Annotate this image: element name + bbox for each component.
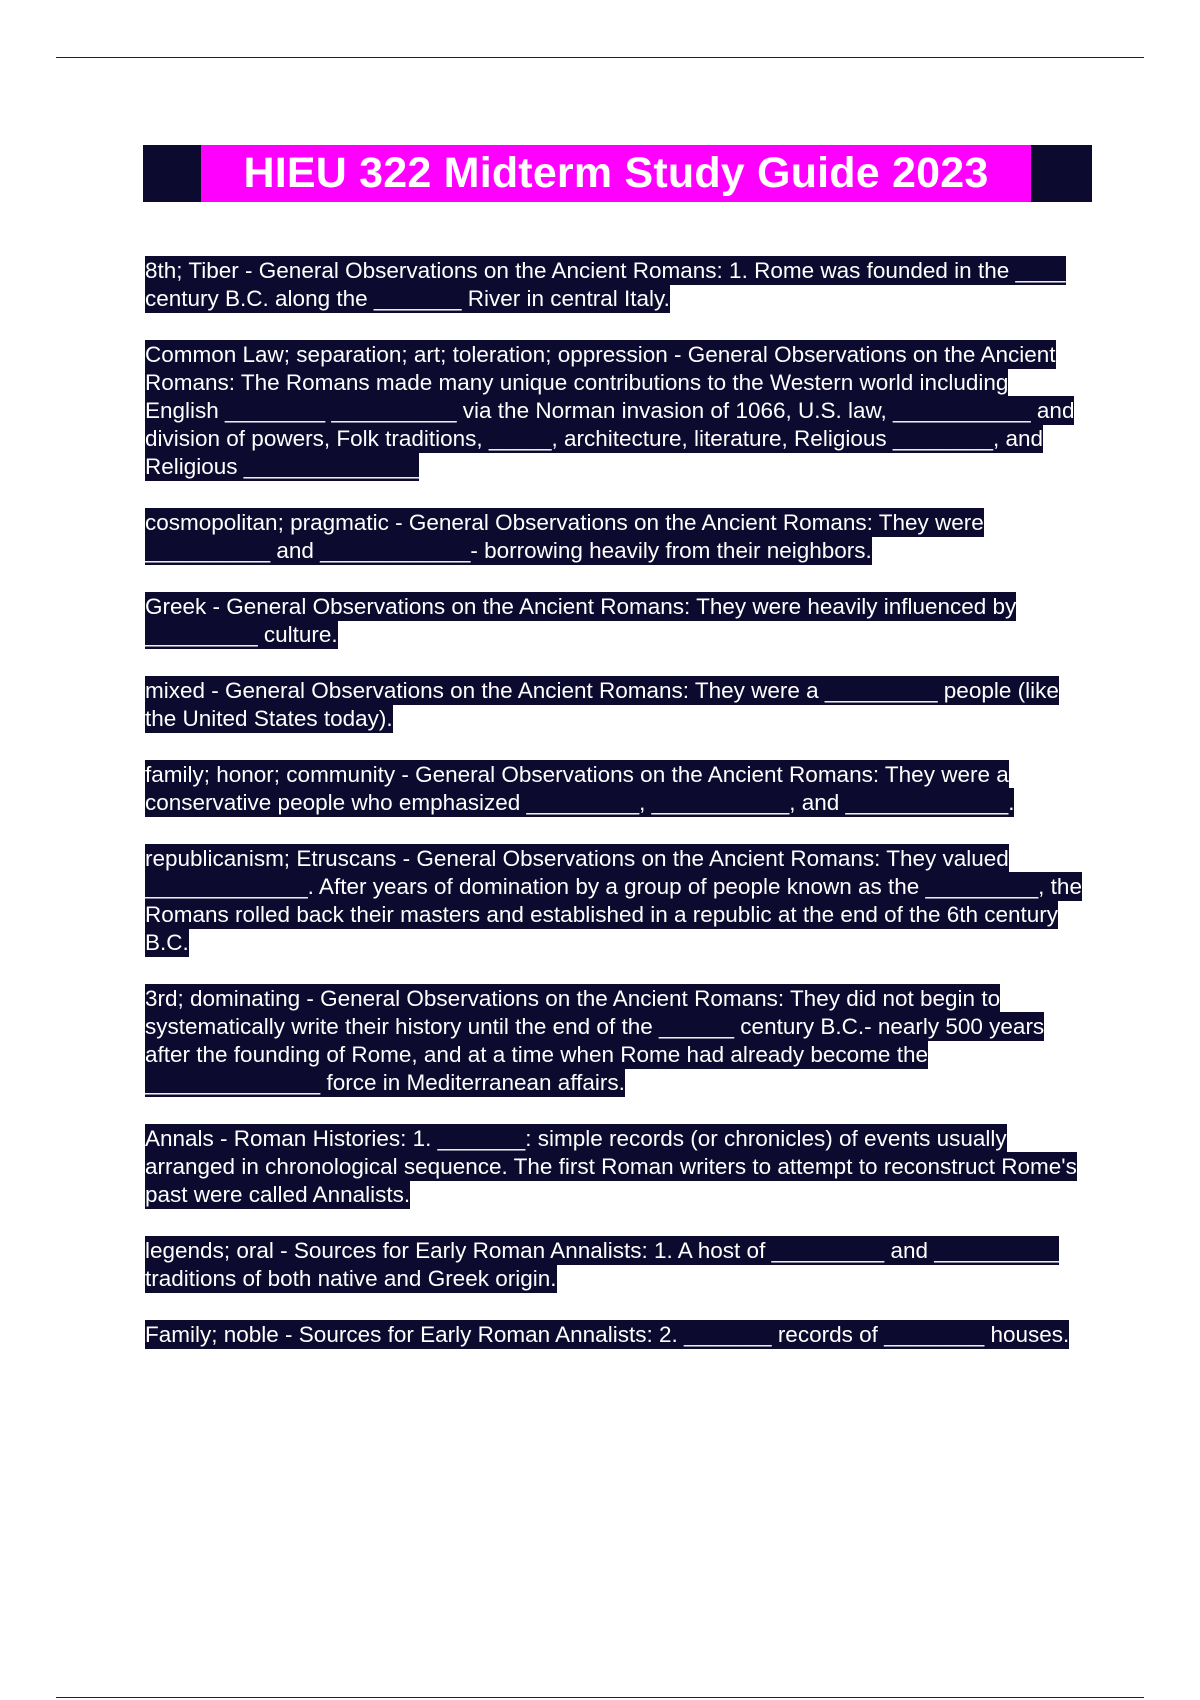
flashcard-text: republicanism; Etruscans - General Observations on the Ancient Romans: They valued _____________. After years of domination by a group of people known as the _________, the Romans rolled back their masters and established in a republic at the end of the 6th century B.C. [145, 846, 1082, 955]
flashcard-text: cosmopolitan; pragmatic - General Observations on the Ancient Romans: They were __________ and ____________- borrowing heavily from their neighbors. [145, 510, 984, 563]
top-rule [56, 57, 1144, 58]
flashcard-text: Common Law; separation; art; toleration; oppression - General Observations on the Ancient Romans: The Romans made many unique contributions to the Western world including English ________ __________ via the Norman invasion of 1066, U.S. law, ___________ and division of powers, Folk traditions, _____, architecture, literature, Religious ________, and Religious ______________ [145, 342, 1075, 479]
flashcard-text: Annals - Roman Histories: 1. _______: simple records (or chronicles) of events usually arranged in chronological sequence. The first Roman writers to attempt to reconstruct Rome's past were called Annalists. [145, 1126, 1077, 1207]
flashcard-entry [145, 1321, 1085, 1349]
flashcard-entry [145, 509, 1085, 565]
flashcard-text: 3rd; dominating - General Observations on the Ancient Romans: They did not begin to systematically write their history until the end of the ______ century B.C.- nearly 500 years after the founding of Rome, and at a time when Rome had already become the ______________ force in Mediterranean affairs. [145, 986, 1045, 1095]
flashcard-text: mixed - General Observations on the Ancient Romans: They were a _________ people (like the United States today). [145, 678, 1059, 731]
flashcard-entry [145, 845, 1085, 957]
bottom-rule [56, 1697, 1144, 1698]
flashcard-text: 8th; Tiber - General Observations on the Ancient Romans: 1. Rome was founded in the ____ century B.C. along the _______ River in central Italy. [145, 258, 1066, 311]
flashcard-text: legends; oral - Sources for Early Roman Annalists: 1. A host of _________ and __________ traditions of both native and Greek origin. [145, 1238, 1060, 1291]
flashcard-text: Family; noble - Sources for Early Roman Annalists: 2. _______ records of ________ houses. [145, 1322, 1070, 1347]
flashcard-entry [145, 257, 1085, 313]
flashcard-entry [145, 985, 1085, 1097]
flashcard-text: family; honor; community - General Observations on the Ancient Romans: They were a conservative people who emphasized _________, ___________, and _____________. [145, 762, 1015, 815]
flashcard-entry [145, 761, 1085, 817]
document-title: HIEU 322 Midterm Study Guide 2023 [201, 145, 1031, 202]
flashcard-entry [145, 341, 1085, 481]
flashcard-entry [145, 1237, 1085, 1293]
flashcard-text: Greek - General Observations on the Ancient Romans: They were heavily influenced by _________ culture. [145, 594, 1017, 647]
flashcard-list [145, 257, 1085, 1377]
flashcard-entry [145, 593, 1085, 649]
flashcard-entry [145, 1125, 1085, 1209]
flashcard-entry [145, 677, 1085, 733]
